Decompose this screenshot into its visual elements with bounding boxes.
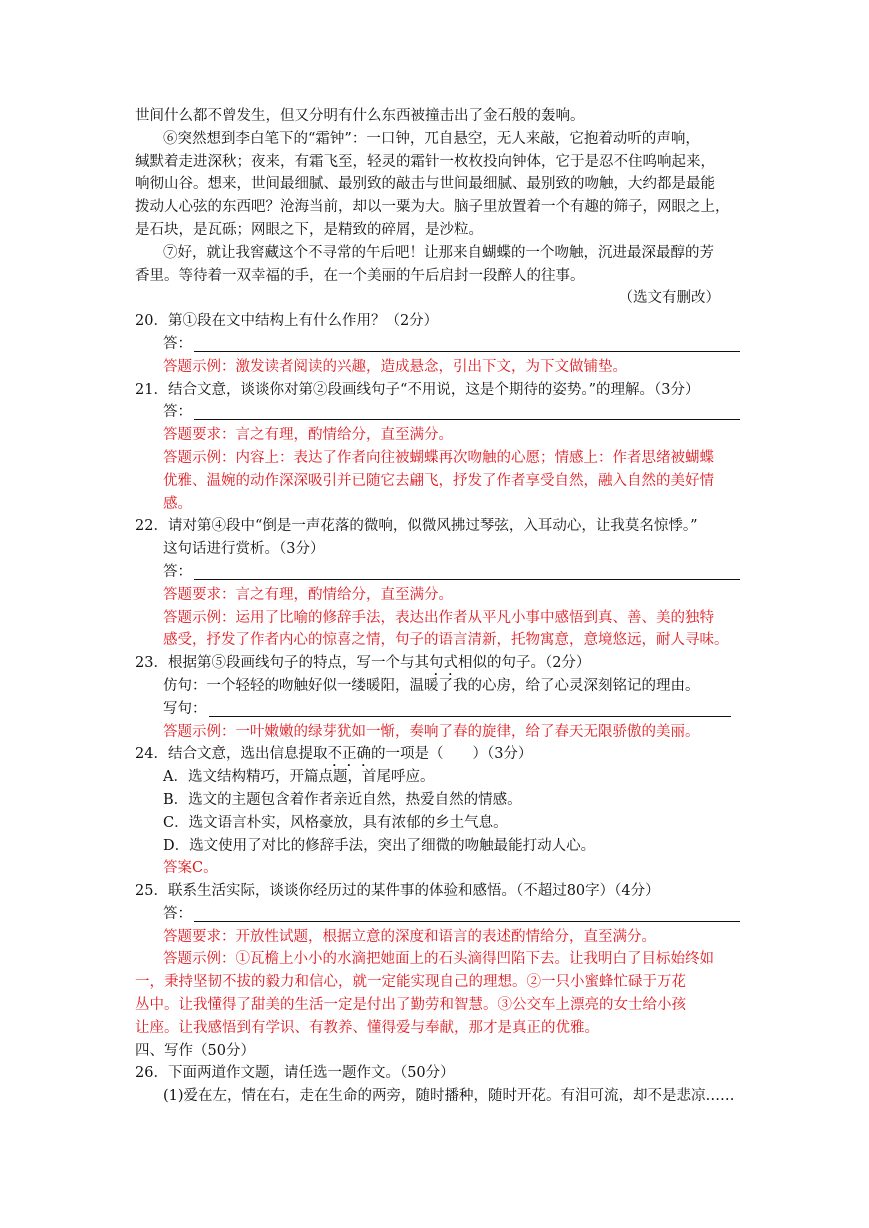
answer-example-20: 答题示例：激发读者阅读的兴趣，造成悬念，引出下文，为下文做铺垫。 [163, 358, 627, 375]
answer-blank[interactable] [209, 716, 731, 717]
passage-paragraph-continuation: 世间什么都不曾发生，但又分明有什么东西被撞击出了金石般的轰响。 [135, 108, 585, 124]
question-26: 26．下面两道作文题，请任选一题作文。（50分） [135, 1065, 455, 1082]
answer-requirement-22: 答题要求：言之有理，酌情给分，直至满分。 [163, 586, 453, 603]
source-note: （选文有删改） [618, 290, 720, 307]
question-25: 25．联系生活实际，谈谈你经历过的某件事的体验和感悟。（不超过80字）（4分） [135, 883, 660, 900]
option-d: D．选文使用了对比的修辞手法，突出了细微的吻触最能打动人心。 [163, 837, 596, 854]
question-21: 21．结合文意，谈谈你对第②段画线句子“不用说，这是个期待的姿势。”的理解。（3分） [135, 381, 700, 398]
answer-example-22: 答题示例：运用了比喻的修辞手法，表达出作者从平凡小事中感悟到真、善、美的独特 感受，抒发了作者内心的惊喜之情，句子的语言清新，托物寓意，意境悠远，耐人寻味。 [163, 609, 729, 649]
emphasized-text: 不正确 [327, 746, 371, 763]
answer-label: 答： [163, 404, 192, 421]
question-24: 24．结合文意，选出信息提取不正确的一项是（ ）（3分） [135, 746, 533, 763]
answer-blank[interactable] [194, 579, 740, 580]
answer-line-20[interactable] [135, 333, 740, 356]
passage-paragraph-6: ⑥突然想到李白笔下的“霜钟”：一口钟，兀自悬空，无人来敲，它抱着动听的声响， 缄默着走进深秋；夜来，有霜飞至，轻灵的霜针一枚枚投向钟体，它于是忍不住呜响起来， 响彻山谷。想来，世间最细腻、最别致的敲击与世间最细腻、最别致的吻触，大约都是最能 拨动人心弦的东西吧？沧海当前，却以一粟为大。脑子里放置着一个有趣的筛子，网眼之上， 是石块，是瓦砾；网眼之下，是精致的碎屑，是沙粒。 [135, 130, 730, 238]
emphasized-text: 句式 [428, 655, 458, 672]
answer-example-21: 答题示例：内容上：表达了作者向往被蝴蝶再次吻触的心愿；情感上：作者思绪被蝴蝶 优雅、温婉的动作深深吸引并已随它去翩飞，抒发了作者享受自然，融入自然的美好情 感。 [163, 449, 714, 512]
answer-24: 答案C。 [163, 860, 218, 877]
question-20: 20．第①段在文中结构上有什么作用？（2分） [135, 313, 439, 330]
section-heading-writing: 四、写作（50分） [135, 1042, 255, 1059]
essay-prompt-1: (1)爱在左，情在右，走在生命的两旁，随时播种，随时开花。有泪可流，却不是悲凉…… [163, 1088, 735, 1105]
answer-line-25[interactable] [135, 903, 740, 926]
option-c: C．选文语言朴实，风格豪放，具有浓郁的乡土气息。 [163, 814, 508, 831]
option-b: B．选文的主题包含着作者亲近自然，热爱自然的情感。 [163, 791, 522, 808]
answer-label: 答： [163, 905, 192, 922]
answer-requirement-25: 答题要求：开放性试题，根据立意的深度和语言的表述酌情给分，直至满分。 [163, 928, 656, 945]
answer-line-22[interactable] [135, 561, 740, 584]
answer-line-21[interactable] [135, 401, 740, 424]
answer-example-23: 答题示例：一叶嫩嫩的绿芽犹如一惭，奏响了春的旋律，给了春天无限骄傲的美丽。 [163, 723, 700, 740]
question-22: 22．请对第④段中“倒是一声花落的微响，似微风拂过琴弦，入耳动心，让我莫名惊悸。” 这句话进行赏析。（3分） [135, 518, 698, 558]
answer-label: 答： [163, 563, 192, 580]
document-content [135, 105, 740, 1108]
answer-blank[interactable] [194, 351, 740, 352]
answer-line-23[interactable] [135, 698, 740, 721]
options-24 [135, 766, 740, 857]
answer-blank[interactable] [194, 921, 740, 922]
model-sentence-23: 仿句：一个轻轻的吻触好似一缕暖阳，温暖了我的心房，给了心灵深刻铭记的理由。 [163, 677, 700, 694]
answer-label: 答： [163, 335, 192, 352]
question-23: 23．根据第⑤段画线句子的特点，写一个与其句式相似的句子。（2分） [135, 655, 591, 672]
answer-blank[interactable] [194, 419, 740, 420]
answer-label: 写句： [163, 700, 207, 717]
answer-requirement-21: 答题要求：言之有理，酌情给分，直至满分。 [163, 427, 453, 444]
answer-example-25: 答题示例：①瓦檐上小小的水滴把她面上的石头滴得凹陷下去。让我明白了目标始终如 一，秉持坚韧不拔的毅力和信心，就一定能实现自己的理想。②一只小蜜蜂忙碌于万花 丛中。让我懂得了甜美的生活一定是付出了勤劳和智慧。③公交车上漂亮的女士给小孩 让座。让我感悟到有学识、有教养、懂得爱与奉献，那才是真正的优雅。 [135, 951, 714, 1036]
option-a: A．选文结构精巧，开篇点题，首尾呼应。 [163, 769, 435, 786]
passage-paragraph-7: ⑦好，就让我窖藏这个不寻常的午后吧！让那来自蝴蝶的一个吻触，沉进最深最醇的芳 香里。等待着一双幸福的手，在一个美丽的午后启封一段醉人的往事。 [135, 244, 714, 284]
